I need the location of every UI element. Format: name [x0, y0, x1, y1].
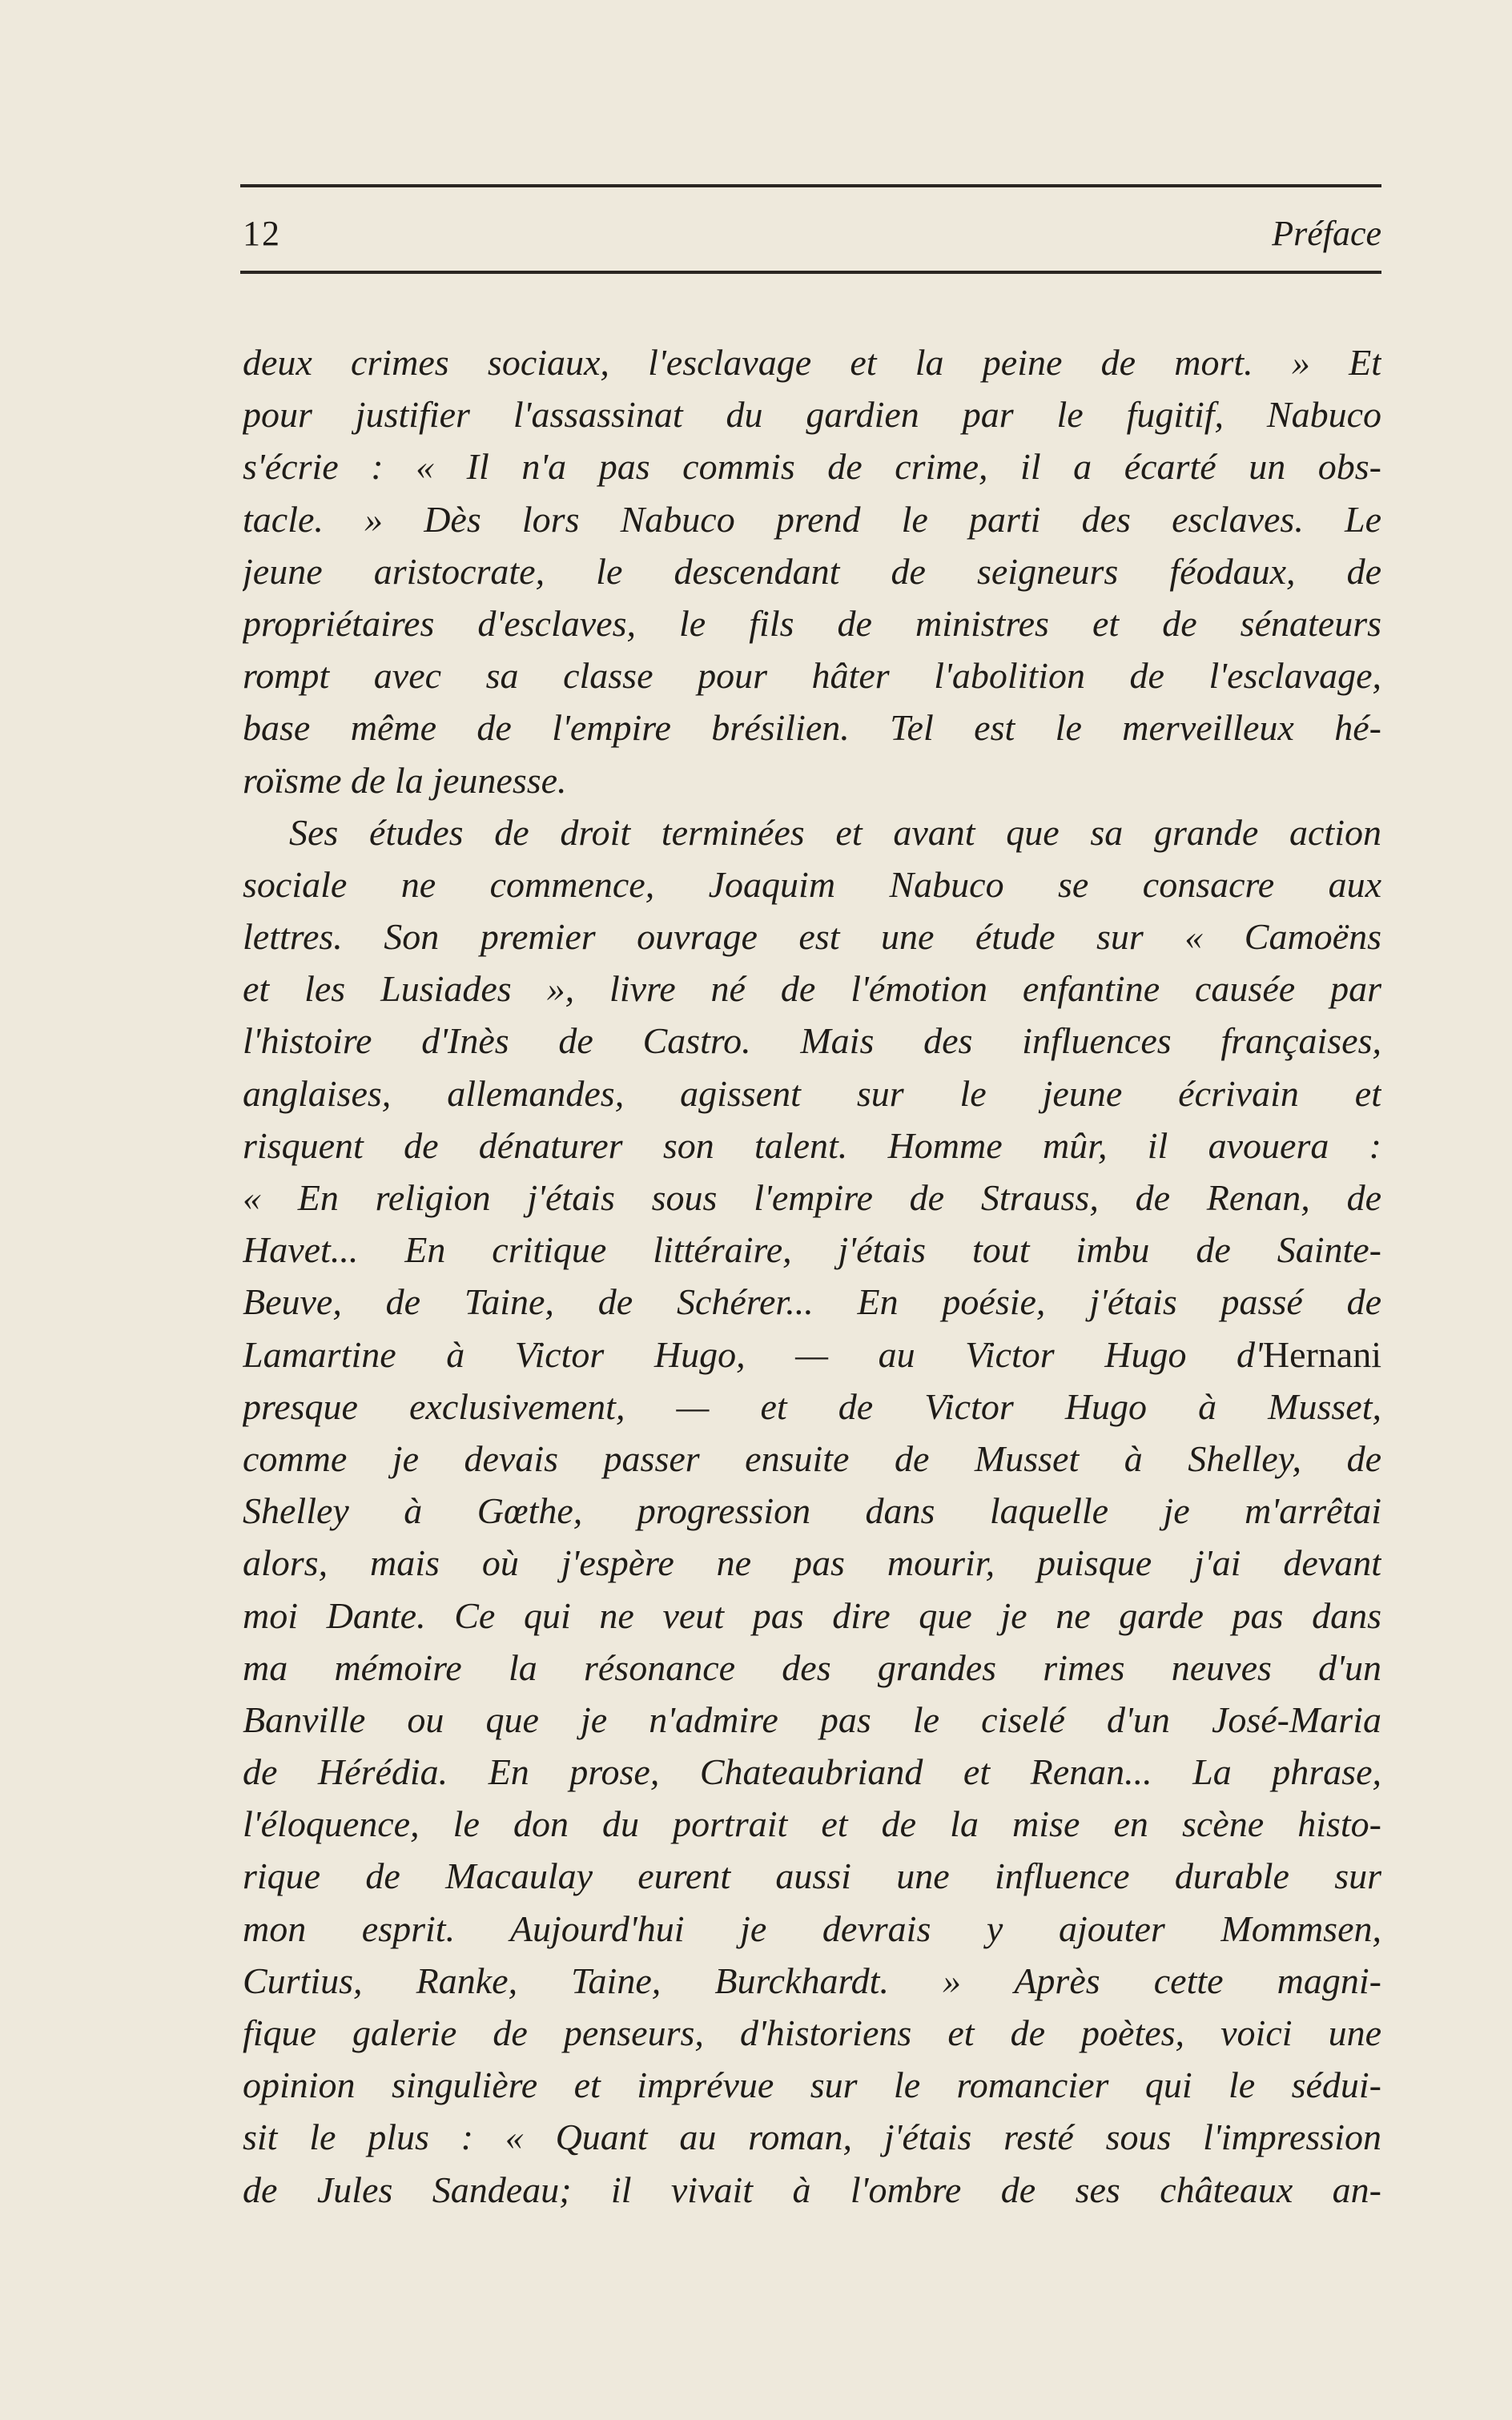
text-line-with-roman-title	[243, 1329, 1381, 1381]
text-line: ma mémoire la résonance des grandes rimes neuves d'un	[243, 1646, 1381, 1688]
text-line: sit le plus : « Quant au roman, j'étais resté sous l'impression	[243, 2116, 1381, 2158]
text-line: Shelley à Gœthe, progression dans laquelle je m'arrêtai	[243, 1490, 1381, 1532]
text-line: l'éloquence, le don du portrait et de la mise en scène histo-	[243, 1803, 1381, 1845]
text-line: rique de Macaulay eurent aussi une influence durable sur	[243, 1855, 1381, 1897]
text-line: deux crimes sociaux, l'esclavage et la peine de mort. » Et	[243, 342, 1381, 383]
header-top-rule	[240, 184, 1381, 187]
text-line: mon esprit. Aujourd'hui je devrais y ajouter Mommsen,	[243, 1907, 1381, 1949]
text-line: Banville ou que je n'admire pas le ciselé d'un José-Maria	[243, 1698, 1381, 1740]
book-title-hernani: Hernani	[1262, 1333, 1381, 1375]
text-line: base même de l'empire brésilien. Tel est le merveilleux hé-	[243, 707, 1381, 749]
text-line: de Jules Sandeau; il vivait à l'ombre de ses châteaux an-	[243, 2169, 1381, 2210]
text-line: « En religion j'étais sous l'empire de Strauss, de Renan, de	[243, 1177, 1381, 1218]
header-bottom-rule	[240, 271, 1381, 274]
text-line: de Hérédia. En prose, Chateaubriand et Renan... La phrase,	[243, 1751, 1381, 1793]
text-line: fique galerie de penseurs, d'historiens et de poètes, voici une	[243, 2012, 1381, 2053]
text-line: propriétaires d'esclaves, le fils de ministres et de sénateurs	[243, 602, 1381, 644]
text-line: Curtius, Ranke, Taine, Burckhardt. » Après cette magni-	[243, 1960, 1381, 2001]
text-line: pour justifier l'assassinat du gardien par le fugitif, Nabuco	[243, 394, 1381, 436]
text-line: lettres. Son premier ouvrage est une étude sur « Camoëns	[243, 916, 1381, 958]
text-line: moi Dante. Ce qui ne veut pas dire que je ne garde pas dans	[243, 1594, 1381, 1636]
text-line: Havet... En critique littéraire, j'étais tout imbu de Sainte-	[243, 1229, 1381, 1271]
text-line: l'histoire d'Inès de Castro. Mais des influences françaises,	[243, 1020, 1381, 1062]
text-line: alors, mais où j'espère ne pas mourir, puisque j'ai devant	[243, 1542, 1381, 1584]
text-line: opinion singulière et imprévue sur le romancier qui le sédui-	[243, 2064, 1381, 2106]
text-line: et les Lusiades », livre né de l'émotion enfantine causée par	[243, 968, 1381, 1010]
text-line: jeune aristocrate, le descendant de seigneurs féodaux, de	[243, 550, 1381, 592]
text-line: risquent de dénaturer son talent. Homme mûr, il avouera :	[243, 1124, 1381, 1166]
paragraph-last-line: roïsme de la jeunesse.	[243, 759, 567, 801]
text-line: rompt avec sa classe pour hâter l'abolition de l'esclavage,	[243, 655, 1381, 697]
text-line: presque exclusivement, — et de Victor Hugo à Musset,	[243, 1385, 1381, 1427]
text-line: s'écrie : « Il n'a pas commis de crime, il a écarté un obs-	[243, 446, 1381, 488]
paragraph-first-line: Ses études de droit terminées et avant que sa grande action	[289, 811, 1381, 853]
text-line: comme je devais passer ensuite de Musset à Shelley, de	[243, 1437, 1381, 1479]
page-number: 12	[243, 214, 281, 253]
text-line: sociale ne commence, Joaquim Nabuco se consacre aux	[243, 863, 1381, 905]
text-line: tacle. » Dès lors Nabuco prend le parti des esclaves. Le	[243, 498, 1381, 540]
body-text	[243, 336, 1381, 2216]
running-head-title: Préface	[1272, 214, 1381, 253]
text-line: Beuve, de Taine, de Schérer... En poésie, j'étais passé de	[243, 1281, 1381, 1323]
text-segment: Lamartine à Victor Hugo, — au Victor Hugo d'	[243, 1333, 1263, 1375]
text-line: anglaises, allemandes, agissent sur le jeune écrivain et	[243, 1072, 1381, 1114]
